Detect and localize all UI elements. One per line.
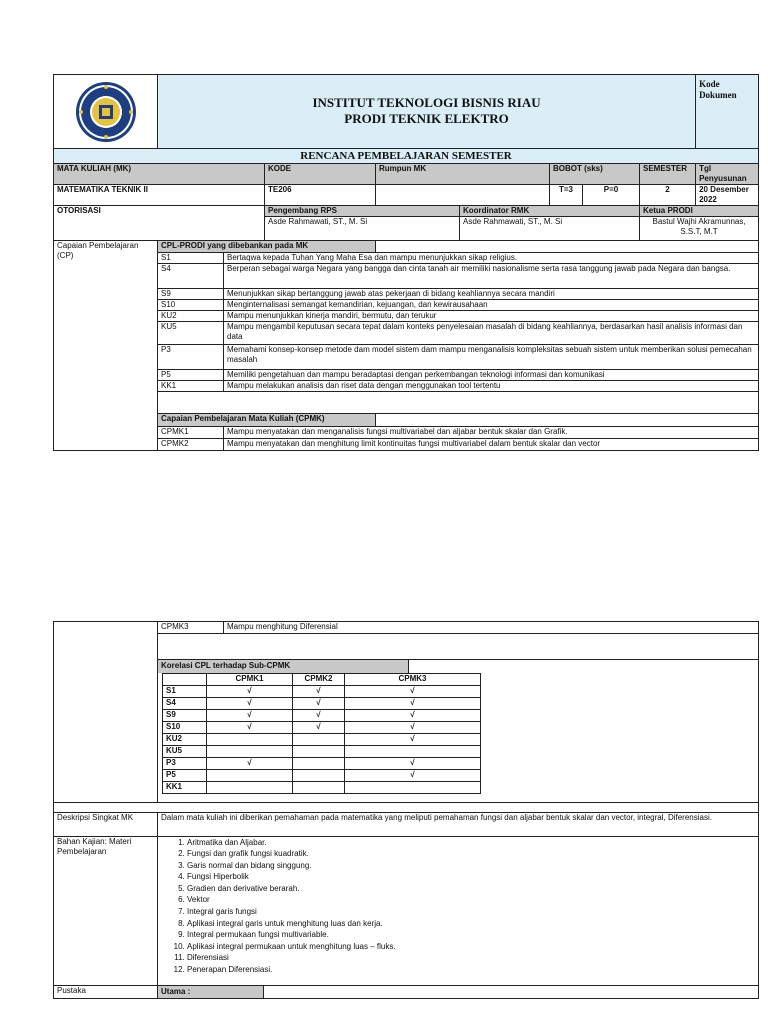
cpl-code: S10 xyxy=(158,300,224,311)
korelasi-header: Korelasi CPL terhadap Sub-CPMK xyxy=(158,660,409,673)
kode-value: TE206 xyxy=(265,185,376,206)
bahan-item: 1. Aritmatika dan Aljabar. xyxy=(187,837,755,849)
korelasi-row-code: P5 xyxy=(163,770,207,782)
tgl-value: 20 Desember 2022 xyxy=(696,185,759,206)
bahan-item: 9. Integral permukaan fungsi multivariable. xyxy=(187,929,755,941)
rps-header-table xyxy=(53,74,759,451)
cpmk-text: Mampu menyatakan dan menghitung limit kontinuitas fungsi multivariabel dalam bentuk skalar dan vector xyxy=(224,439,759,451)
korelasi-col-blank xyxy=(163,674,207,686)
check-mark: √ xyxy=(345,734,481,746)
cpl-text: Memiliki pengetahuan dan mampu beradaptasi dengan perkembangan teknologi informasi dan komunikasi xyxy=(224,370,759,381)
check-mark: √ xyxy=(293,698,345,710)
tgl-label: Tgl Penyusunan xyxy=(696,164,759,185)
cpl-text: Bertaqwa kepada Tuhan Yang Maha Esa dan mampu menunjukkan sikap religius. xyxy=(224,253,759,264)
bahan-item: 10. Aplikasi integral permukaan untuk menghitung luas – fluks. xyxy=(187,941,755,953)
prodi-name: PRODI TEKNIK ELEKTRO xyxy=(344,111,509,126)
institute-title xyxy=(158,75,696,149)
check-mark xyxy=(293,734,345,746)
check-mark xyxy=(207,770,293,782)
pengembang-value: Asde Rahmawati, ST., M. Si xyxy=(265,217,460,241)
cpl-code: S9 xyxy=(158,289,224,300)
check-mark: √ xyxy=(207,698,293,710)
check-mark xyxy=(345,782,481,794)
cpmk-text: Mampu menyatakan dan menganalisis fungsi multivariabel dan aljabar bentuk skalar dan Grafik. xyxy=(224,427,759,439)
check-mark: √ xyxy=(207,722,293,734)
check-mark: √ xyxy=(345,710,481,722)
deskripsi-label: Deskripsi Singkat MK xyxy=(54,812,158,836)
cpl-code: P3 xyxy=(158,345,224,370)
otorisasi-label: OTORISASI xyxy=(54,206,265,217)
ketua-label: Ketua PRODI xyxy=(640,206,759,217)
cp-label: Capaian Pembelajaran (CP) xyxy=(54,241,158,451)
check-mark: √ xyxy=(345,698,481,710)
cpl-text: Menginternalisasi semangat kemandirian, kejuangan, dan kewirausahaan xyxy=(224,300,759,311)
bahan-item: 2. Fungsi dan grafik fungsi kuadratik. xyxy=(187,848,755,860)
check-mark: √ xyxy=(293,722,345,734)
cpl-code: KU5 xyxy=(158,322,224,345)
check-mark xyxy=(293,758,345,770)
korelasi-row-code: KU5 xyxy=(163,746,207,758)
korelasi-row-code: KU2 xyxy=(163,734,207,746)
bahan-item: 3. Garis normal dan bidang singgung. xyxy=(187,860,755,872)
rumpun-label: Rumpun MK xyxy=(376,164,550,185)
bahan-item: 5. Gradien dan derivative berarah. xyxy=(187,883,755,895)
korelasi-table xyxy=(162,673,481,794)
check-mark xyxy=(293,782,345,794)
korelasi-col-cpmk1: CPMK1 xyxy=(207,674,293,686)
koordinator-value: Asde Rahmawati, ST., M. Si xyxy=(460,217,640,241)
bobot-label: BOBOT (sks) xyxy=(550,164,640,185)
university-seal-icon xyxy=(75,81,137,143)
t-value: T=3 xyxy=(550,185,583,206)
check-mark: √ xyxy=(293,710,345,722)
check-mark: √ xyxy=(207,686,293,698)
korelasi-row-code: S9 xyxy=(163,710,207,722)
pengembang-label: Pengembang RPS xyxy=(265,206,460,217)
cpmk-code: CPMK3 xyxy=(158,622,224,634)
cpmk-text: Mampu menghitung Diferensial xyxy=(224,622,759,634)
pustaka-utama: Utama : xyxy=(158,986,264,998)
bahan-item: 8. Aplikasi integral garis untuk menghitung luas dan kerja. xyxy=(187,918,755,930)
cpl-header: CPL-PRODI yang dibebankan pada MK xyxy=(158,241,376,253)
check-mark xyxy=(207,734,293,746)
cpmk-code: CPMK1 xyxy=(158,427,224,439)
p-value: P=0 xyxy=(583,185,640,206)
cpl-text: Mampu mengambil keputusan secara tepat dalam konteks penyelesaian masalah di bidang keahliannya, berdasarkan hasil analisis informasi dan data xyxy=(224,322,759,345)
bahan-label: Bahan Kajian: Materi Pembelajaran xyxy=(54,836,158,985)
bahan-list-cell xyxy=(158,836,759,985)
rps-detail-table xyxy=(53,621,759,999)
check-mark xyxy=(293,770,345,782)
check-mark xyxy=(207,782,293,794)
bahan-item: 7. Integral garis fungsi xyxy=(187,906,755,918)
korelasi-row-code: S4 xyxy=(163,698,207,710)
kode-dokumen-label: Kode Dokumen xyxy=(696,75,759,149)
cpl-code: P5 xyxy=(158,370,224,381)
deskripsi-text: Dalam mata kuliah ini diberikan pemahaman pada matematika yang meliputi pemahaman fungsi dan aljabar bentuk skalar dan vector, integral, Diferensiasi. xyxy=(158,812,759,836)
ketua-value: Bastul Wajhi Akramunnas, S.S.T, M.T xyxy=(640,217,759,241)
logo-cell xyxy=(54,75,158,149)
bahan-item: 12. Penerapan Diferensiasi. xyxy=(187,964,755,976)
check-mark: √ xyxy=(207,710,293,722)
rps-title: RENCANA PEMBELAJARAN SEMESTER xyxy=(54,149,759,164)
cpl-text: Memahami konsep-konsep metode dam model sistem dam mampu menganalisis kompleksitas sebuah sistem untuk memberikan solusi pemecahan masalah xyxy=(224,345,759,370)
check-mark xyxy=(293,746,345,758)
check-mark: √ xyxy=(345,722,481,734)
koordinator-label: Koordinator RMK xyxy=(460,206,640,217)
pustaka-label: Pustaka xyxy=(54,985,158,998)
cpl-text: Berperan sebagai warga Negara yang bangga dan cinta tanah air memiliki nasionalisme serta rasa tanggung jawab pada Negara dan bangsa. xyxy=(224,264,759,289)
bahan-item: 6. Vektor xyxy=(187,894,755,906)
semester-label: SEMESTER xyxy=(640,164,696,185)
bahan-item: 11. Diferensiasi xyxy=(187,952,755,964)
cpl-text: Mampu menunjukkan kinerja mandiri, bermutu, dan terukur xyxy=(224,311,759,322)
cpl-code: S4 xyxy=(158,264,224,289)
mk-label: MATA KULIAH (MK) xyxy=(54,164,265,185)
korelasi-row-code: KK1 xyxy=(163,782,207,794)
mk-value: MATEMATIKA TEKNIK II xyxy=(54,185,265,206)
check-mark xyxy=(207,746,293,758)
cpl-text: Mampu melakukan analisis dan riset data dengan menggunakan tool tertentu xyxy=(224,381,759,392)
cpl-code: KK1 xyxy=(158,381,224,392)
bahan-list xyxy=(161,837,755,976)
cpl-text: Menunjukkan sikap bertanggung jawab atas pekerjaan di bidang keahliannya secara mandiri xyxy=(224,289,759,300)
bahan-item: 4. Fungsi Hiperbolik xyxy=(187,871,755,883)
check-mark: √ xyxy=(345,686,481,698)
korelasi-col-cpmk3: CPMK3 xyxy=(345,674,481,686)
cpmk-code: CPMK2 xyxy=(158,439,224,451)
rumpun-value xyxy=(376,185,550,206)
korelasi-row-code: S1 xyxy=(163,686,207,698)
cpl-code: KU2 xyxy=(158,311,224,322)
check-mark: √ xyxy=(293,686,345,698)
korelasi-col-cpmk2: CPMK2 xyxy=(293,674,345,686)
korelasi-row-code: P3 xyxy=(163,758,207,770)
check-mark: √ xyxy=(207,758,293,770)
cpmk-header: Capaian Pembelajaran Mata Kuliah (CPMK) xyxy=(158,414,376,427)
check-mark: √ xyxy=(345,758,481,770)
cpl-code: S1 xyxy=(158,253,224,264)
check-mark: √ xyxy=(345,770,481,782)
korelasi-row-code: S10 xyxy=(163,722,207,734)
kode-label: KODE xyxy=(265,164,376,185)
check-mark xyxy=(345,746,481,758)
semester-value: 2 xyxy=(640,185,696,206)
institute-name: INSTITUT TEKNOLOGI BISNIS RIAU xyxy=(312,95,541,110)
